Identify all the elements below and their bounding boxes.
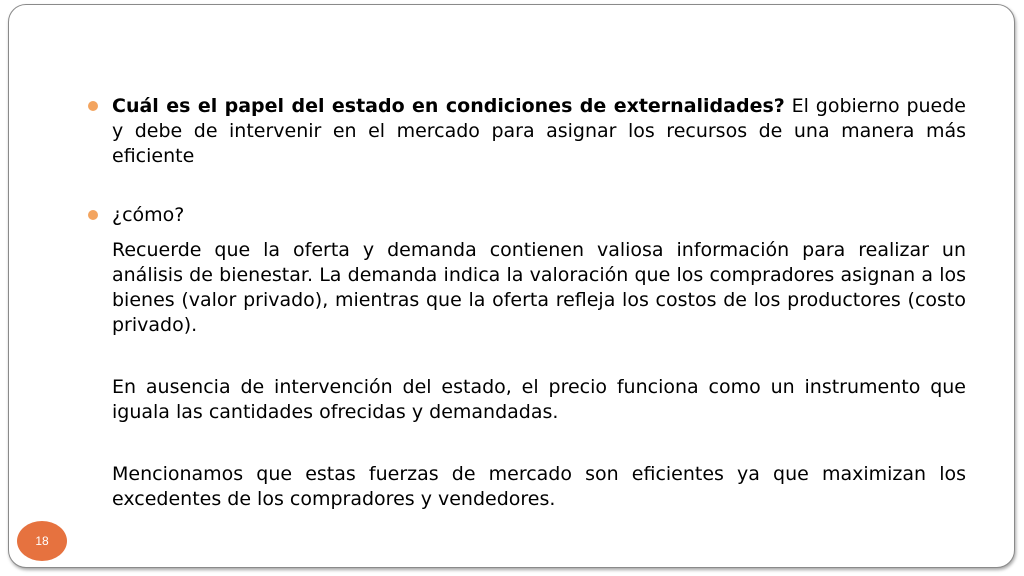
page-number-badge bbox=[17, 521, 67, 561]
bullet-dot-icon bbox=[88, 210, 98, 220]
slide-content bbox=[86, 94, 966, 512]
page-number: 18 bbox=[35, 534, 49, 548]
bullet-answer: El gobierno puede y debe de intervenir en el mercado para asignar los recursos de una manera más eficiente bbox=[112, 95, 966, 167]
paragraph-supply-demand: Recuerde que la oferta y demanda contienen valiosa información para realizar un análisis de bienestar. La demanda indica la valoración que los compradores asignan a los bienes (valor privado), mientras que la oferta refleja los costos de los productores (costo privado). bbox=[112, 239, 966, 336]
bullet-item-externalities bbox=[86, 94, 966, 169]
bullet-item-como bbox=[86, 203, 966, 228]
bullet-question: Cuál es el papel del estado en condiciones de externalidades? bbox=[112, 95, 785, 117]
paragraph-price-instrument: En ausencia de intervención del estado, el precio funciona como un instrumento que iguala las cantidades ofrecidas y demandadas. bbox=[112, 376, 966, 423]
bullet-dot-icon bbox=[88, 101, 98, 111]
paragraph-market-efficiency: Mencionamos que estas fuerzas de mercado son eficientes ya que maximizan los excedentes de los compradores y vendedores. bbox=[112, 463, 966, 510]
bullet-text: ¿cómo? bbox=[112, 204, 185, 226]
